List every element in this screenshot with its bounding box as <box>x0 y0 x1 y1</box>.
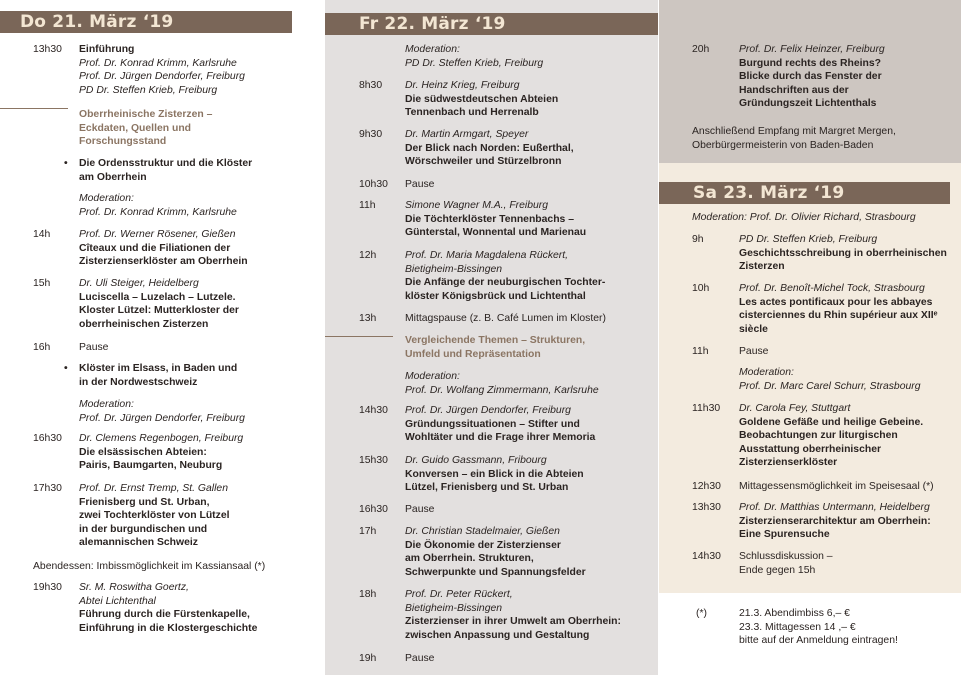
time-label: 12h <box>359 250 377 261</box>
speaker-line: Dr. Guido Gassmann, Fribourg <box>405 455 547 466</box>
time-label: 14h30 <box>692 551 721 562</box>
speaker-line: Prof. Dr. Ernst Tremp, St. Gallen <box>79 483 228 494</box>
time-label: 13h <box>359 313 377 324</box>
entry-body <box>405 652 654 666</box>
speaker-line: Prof. Dr. Matthias Untermann, Heidelberg <box>739 502 930 513</box>
talk-title: Les actes pontificaux pour les abbayes <box>739 296 933 308</box>
entry-text: Mittagessensmöglichkeit im Speisesaal (*) <box>739 481 934 492</box>
section-divider <box>0 108 68 109</box>
speaker-line: Moderation: <box>405 371 460 382</box>
time-label: 12h30 <box>692 481 721 492</box>
speaker-line: Prof. Dr. Jürgen Dendorfer, Freiburg <box>405 405 571 416</box>
speaker-line: Moderation: <box>739 367 794 378</box>
section-heading: Umfeld und Repräsentation <box>405 348 541 360</box>
entry-body <box>79 341 318 355</box>
time-label: 8h30 <box>359 80 383 91</box>
talk-title: Kloster Lützel: Mutterkloster der <box>79 305 239 317</box>
speaker-line: Prof. Dr. Konrad Krimm, Karlsruhe <box>79 206 237 218</box>
talk-title: am Oberrhein. Strukturen, <box>405 553 534 565</box>
time-label: 19h <box>359 653 377 664</box>
day-column-friday <box>325 0 658 675</box>
entry-body <box>79 192 318 219</box>
entry-body <box>79 398 318 425</box>
speaker-line: Prof. Dr. Jürgen Dendorfer, Freiburg <box>79 412 245 424</box>
time-label: 20h <box>692 44 710 55</box>
speaker-line: Sr. M. Roswitha Goertz, <box>79 582 189 593</box>
footnote-line: 21.3. Abendimbiss 6,– € <box>739 608 850 619</box>
entry-body <box>739 480 957 494</box>
speaker-line: Bietigheim-Bissingen <box>405 602 503 614</box>
time-label: 17h <box>359 526 377 537</box>
section-heading: Oberrheinische Zisterzen – <box>79 109 213 120</box>
talk-title: Zisterzienserarchitektur am Oberrhein: <box>739 515 931 527</box>
bullet-icon: • <box>64 158 68 169</box>
entry-body <box>405 79 654 120</box>
talk-title: Klöster im Elsass, in Baden und <box>79 363 238 374</box>
entry-body <box>405 199 654 240</box>
talk-title: Zisterzienserklöster <box>739 457 838 469</box>
time-label: 10h <box>692 283 710 294</box>
entry-body <box>405 525 654 579</box>
talk-title: oberrheinischen Zisterzen <box>79 318 209 330</box>
entry-body <box>64 362 318 389</box>
time-label: 9h30 <box>359 129 383 140</box>
day-column-saturday <box>659 163 961 593</box>
note-block <box>692 125 896 152</box>
entry-body <box>405 312 654 326</box>
talk-title: Handschriften aus der <box>739 84 849 96</box>
talk-title: Frienisberg und St. Urban, <box>79 496 210 508</box>
talk-title: Burgund rechts des Rheins? <box>739 57 882 69</box>
talk-title: zwei Tochterklöster von Lützel <box>79 510 230 522</box>
entry-body <box>739 43 957 111</box>
entry-text: Mittagspause (z. B. Café Lumen im Kloster) <box>405 313 606 324</box>
entry-body <box>64 157 318 184</box>
entry-body <box>405 588 654 642</box>
talk-title: Gründungssituationen – Stifter und <box>405 418 580 430</box>
entry-body <box>79 277 318 331</box>
time-label: 15h30 <box>359 455 388 466</box>
talk-title: in der burgundischen und <box>79 523 208 535</box>
talk-title: Beobachtungen zur liturgischen <box>739 430 898 442</box>
time-label: 11h <box>359 200 376 211</box>
footnote-marker: (*) <box>696 608 707 619</box>
talk-title: Zisterzienserklöster am Oberrhein <box>79 256 248 268</box>
talk-title: cisterciennes du Rhin supérieur aux XIIᵉ <box>739 310 938 322</box>
talk-title: Führung durch die Fürstenkapelle, <box>79 609 250 621</box>
entry-body <box>739 345 957 359</box>
entry-body <box>79 228 318 269</box>
entry-body <box>79 108 318 149</box>
talk-title: Die elsässischen Abteien: <box>79 446 207 458</box>
talk-title: Zisterzienser in ihrer Umwelt am Oberrhein: <box>405 616 621 628</box>
time-label: 13h30 <box>692 502 721 513</box>
speaker-line: Prof. Dr. Jürgen Dendorfer, Freiburg <box>79 71 245 83</box>
entry-body <box>405 43 654 70</box>
speaker-line: Dr. Clemens Regenbogen, Freiburg <box>79 433 244 444</box>
time-label: 13h30 <box>33 44 62 55</box>
talk-title: Geschichtsschreibung in oberrheinischen <box>739 247 947 259</box>
entry-body <box>79 43 318 97</box>
section-heading: Eckdaten, Quellen und <box>79 122 192 134</box>
entry-body <box>405 178 654 192</box>
note-line: Oberbürgermeisterin von Baden-Baden <box>692 139 874 151</box>
talk-title: Luciscella – Luzelach – Lutzele. <box>79 291 236 303</box>
talk-title: Wörschweiler und Stürzelbronn <box>405 156 562 168</box>
day-header-thursday: Do 21. März ‘19 <box>0 11 292 33</box>
talk-title: klöster Königsbrück und Lichtenthal <box>405 290 586 302</box>
entry-body <box>739 233 957 274</box>
speaker-line: Dr. Martin Armgart, Speyer <box>405 129 529 140</box>
time-label: 11h30 <box>692 403 721 414</box>
time-label: 18h <box>359 589 377 600</box>
talk-title: Ausstattung oberrheinischer <box>739 443 882 455</box>
speaker-line: Prof. Dr. Werner Rösener, Gießen <box>79 229 236 240</box>
talk-title: Einführung <box>79 44 135 55</box>
speaker-line: Prof. Dr. Peter Rückert, <box>405 589 513 600</box>
talk-title: Eine Spurensuche <box>739 529 830 541</box>
time-label: 16h30 <box>33 433 62 444</box>
talk-title: in der Nordwestschweiz <box>79 376 198 388</box>
entry-body <box>405 249 654 303</box>
speaker-line: Bietigheim-Bissingen <box>405 263 503 275</box>
section-heading: Forschungsstand <box>79 136 167 148</box>
talk-title: zwischen Anpassung und Gestaltung <box>405 629 590 641</box>
day-header-saturday: Sa 23. März ‘19 <box>659 182 950 204</box>
speaker-line: Prof. Dr. Felix Heinzer, Freiburg <box>739 44 885 55</box>
entry-text: Pause <box>739 346 769 357</box>
time-label: 19h30 <box>33 582 62 593</box>
talk-title: Pairis, Baumgarten, Neuburg <box>79 460 223 472</box>
footnote-line: 23.3. Mittagessen 14 ,– € <box>739 621 856 633</box>
speaker-line: PD Dr. Steffen Krieb, Freiburg <box>739 234 878 245</box>
entry-text: Schlussdiskussion – <box>739 551 833 562</box>
friday-evening-panel <box>659 0 961 163</box>
time-label: 10h30 <box>359 179 388 190</box>
entry-body <box>739 282 957 336</box>
speaker-line: Moderation: <box>79 193 134 204</box>
entry-body <box>79 432 318 473</box>
section-heading: Vergleichende Themen – Strukturen, <box>405 335 586 346</box>
footnote-text <box>739 607 898 648</box>
entry-body <box>739 366 957 393</box>
day-header-friday: Fr 22. März ‘19 <box>325 13 658 35</box>
talk-title: siècle <box>739 323 768 335</box>
entry-text: Pause <box>79 342 109 353</box>
talk-title: Der Blick nach Norden: Eußerthal, <box>405 142 574 154</box>
talk-title: Konversen – ein Blick in die Abteien <box>405 468 584 480</box>
speaker-line: Prof. Dr. Marc Carel Schurr, Strasbourg <box>739 380 921 392</box>
time-label: 16h30 <box>359 504 388 515</box>
speaker-line: Prof. Dr. Benoît-Michel Tock, Strasbourg <box>739 283 925 294</box>
note-line: Anschließend Empfang mit Margret Mergen, <box>692 126 896 137</box>
time-label: 15h <box>33 278 51 289</box>
entry-body <box>405 370 654 397</box>
speaker-line: Dr. Heinz Krieg, Freiburg <box>405 80 520 91</box>
time-label: 14h30 <box>359 405 388 416</box>
entry-body <box>739 550 957 577</box>
entry-body <box>79 581 318 635</box>
speaker-line: Prof. Dr. Maria Magdalena Rückert, <box>405 250 569 261</box>
day-column-thursday <box>0 0 322 675</box>
speaker-line: Dr. Christian Stadelmaier, Gießen <box>405 526 560 537</box>
talk-title: Einführung in die Klostergeschichte <box>79 622 258 634</box>
talk-title: Gründungszeit Lichtenthals <box>739 98 877 110</box>
speaker-line: Prof. Dr. Wolfang Zimmermann, Karlsruhe <box>405 384 599 396</box>
entry-body <box>405 454 654 495</box>
talk-title: alemannischen Schweiz <box>79 537 198 549</box>
talk-title: Blicke durch das Fenster der <box>739 71 882 83</box>
talk-title: Günterstal, Wonnental und Marienau <box>405 227 587 239</box>
speaker-line: Moderation: <box>79 399 134 410</box>
entry-text: Pause <box>405 504 435 515</box>
talk-title: Tennenbach und Herrenalb <box>405 107 539 119</box>
entry-text: Ende gegen 15h <box>739 564 816 576</box>
bullet-icon: • <box>64 363 68 374</box>
time-label: 11h <box>692 346 709 357</box>
talk-title: Schwerpunkte und Spannungsfelder <box>405 566 586 578</box>
talk-title: Die südwestdeutschen Abteien <box>405 93 559 105</box>
entry-body <box>405 334 654 361</box>
speaker-line: PD Dr. Steffen Krieb, Freiburg <box>405 57 544 69</box>
talk-title: Goldene Gefäße und heilige Gebeine. <box>739 416 924 428</box>
talk-title: Die Ordensstruktur und die Klöster <box>79 158 253 169</box>
moderation-text: Moderation: Prof. Dr. Olivier Richard, Strasbourg <box>692 212 916 223</box>
footnote-panel <box>659 593 961 675</box>
talk-title: Die Töchterklöster Tennenbachs – <box>405 213 574 225</box>
talk-title: Die Anfänge der neuburgischen Tochter- <box>405 277 606 289</box>
entry-text: Pause <box>405 179 435 190</box>
speaker-line: Abtei Lichtenthal <box>79 595 156 607</box>
time-label: 16h <box>33 342 51 353</box>
talk-title: Die Ökonomie der Zisterzienser <box>405 539 561 551</box>
time-label: 9h <box>692 234 704 245</box>
note-line: Abendessen: Imbissmöglichkeit im Kassiansaal (*) <box>33 561 266 572</box>
speaker-line: Moderation: <box>405 44 460 55</box>
entry-body <box>79 482 318 550</box>
talk-title: Lützel, Frienisberg und St. Urban <box>405 482 569 494</box>
speaker-line: Dr. Uli Steiger, Heidelberg <box>79 278 199 289</box>
footnote-line: bitte auf der Anmeldung eintragen! <box>739 635 898 647</box>
entry-body <box>405 128 654 169</box>
talk-title: Zisterzen <box>739 261 785 273</box>
talk-title: am Oberrhein <box>79 171 147 183</box>
speaker-line: Simone Wagner M.A., Freiburg <box>405 200 549 211</box>
entry-body <box>405 404 654 445</box>
time-label: 14h <box>33 229 51 240</box>
entry-body <box>739 402 957 470</box>
section-divider <box>325 336 393 337</box>
talk-title: Wohltäter und die Frage ihrer Memoria <box>405 432 596 444</box>
speaker-line: Prof. Dr. Konrad Krimm, Karlsruhe <box>79 57 237 69</box>
entry-body <box>405 503 654 517</box>
speaker-line: PD Dr. Steffen Krieb, Freiburg <box>79 84 218 96</box>
speaker-line: Dr. Carola Fey, Stuttgart <box>739 403 851 414</box>
talk-title: Cîteaux und die Filiationen der <box>79 242 231 254</box>
time-label: 17h30 <box>33 483 62 494</box>
entry-text: Pause <box>405 653 435 664</box>
entry-body <box>739 501 957 542</box>
